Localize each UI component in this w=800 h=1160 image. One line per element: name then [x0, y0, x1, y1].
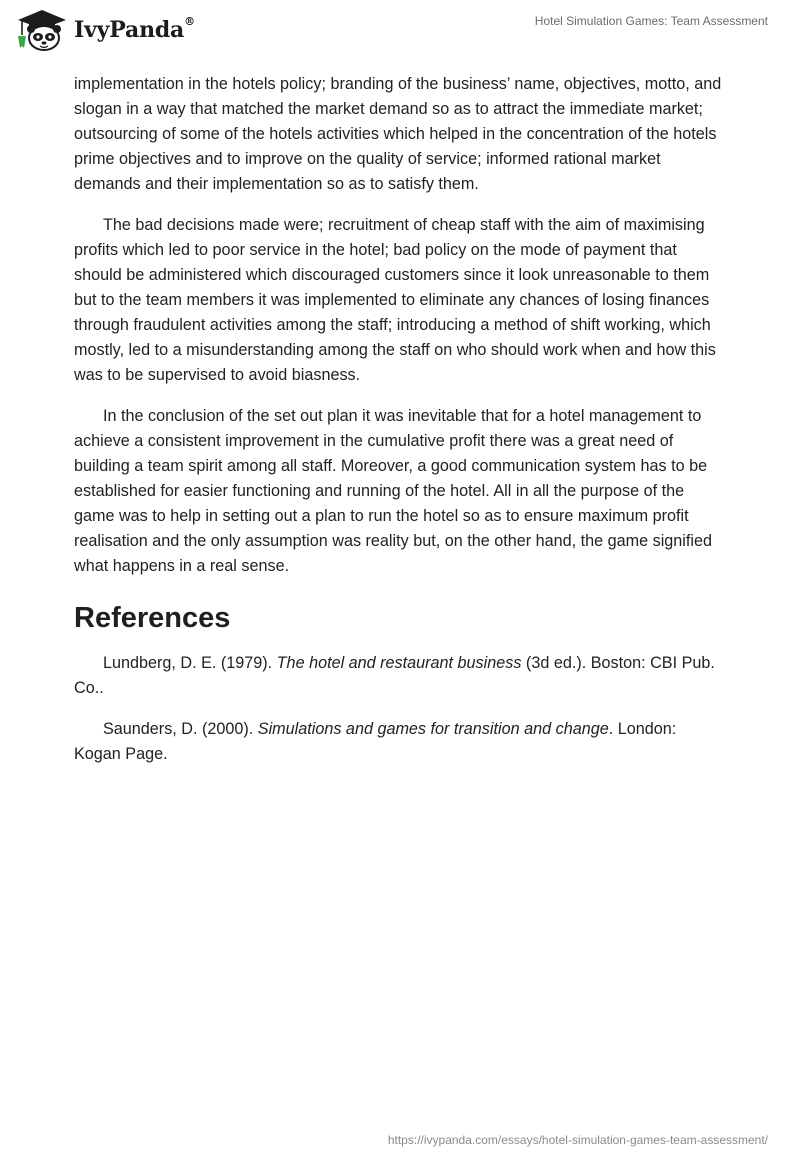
ivypanda-logo[interactable] [14, 8, 195, 52]
page-header [0, 0, 800, 70]
source-url[interactable]: https://ivypanda.com/essays/hotel-simulation-games-team-assessment/ [387, 1133, 768, 1147]
panda-graduation-cap-icon [14, 8, 70, 52]
paragraph: The bad decisions made were; recruitment of cheap staff with the aim of maximising profits which led to poor service in the hotel; bad policy on the mode of payment that should be administered which discouraged customers since it look unreasonable to them but to the team members it was implemented to eliminate any chances of losing finances through fraudulent activities among the staff; introducing a method of shift working, which mostly, led to a misunderstanding among the staff on who should work when and how this was to be supervised to avoid biasness. [74, 216, 716, 384]
references-heading: References [74, 602, 231, 634]
reference-item: Saunders, D. (2000). Simulations and games for transition and change. London: Kogan Page. [74, 720, 677, 763]
brand-name: IvyPanda® [74, 15, 195, 43]
reference-item: Lundberg, D. E. (1979). The hotel and restaurant business (3d ed.). Boston: CBI Pub. Co.. [74, 654, 715, 697]
paragraph: In the conclusion of the set out plan it was inevitable that for a hotel management to achieve a consistent improvement in the cumulative profit there was a great need of building a team spirit among all staff. Moreover, a good communication system has to be established for easier functioning and running of the hotel. All in all the purpose of the game was to help in setting out a plan to run the hotel so as to ensure maximum profit realisation and the only assumption was reality but, on the other hand, the game signified what happens in a real sense. [74, 407, 712, 575]
paragraph: implementation in the hotels policy; branding of the business’ name, objectives, motto, and slogan in a way that matched the market demand so as to attract the immediate market; outsourcing of some of the hotels activities which helped in the concentration of the hotels prime objectives and to improve on the quality of service; informed rational market demands and their implementation so as to satisfy them. [74, 75, 722, 193]
document-title: Hotel Simulation Games: Team Assessment [534, 14, 768, 28]
essay-content [74, 72, 726, 783]
